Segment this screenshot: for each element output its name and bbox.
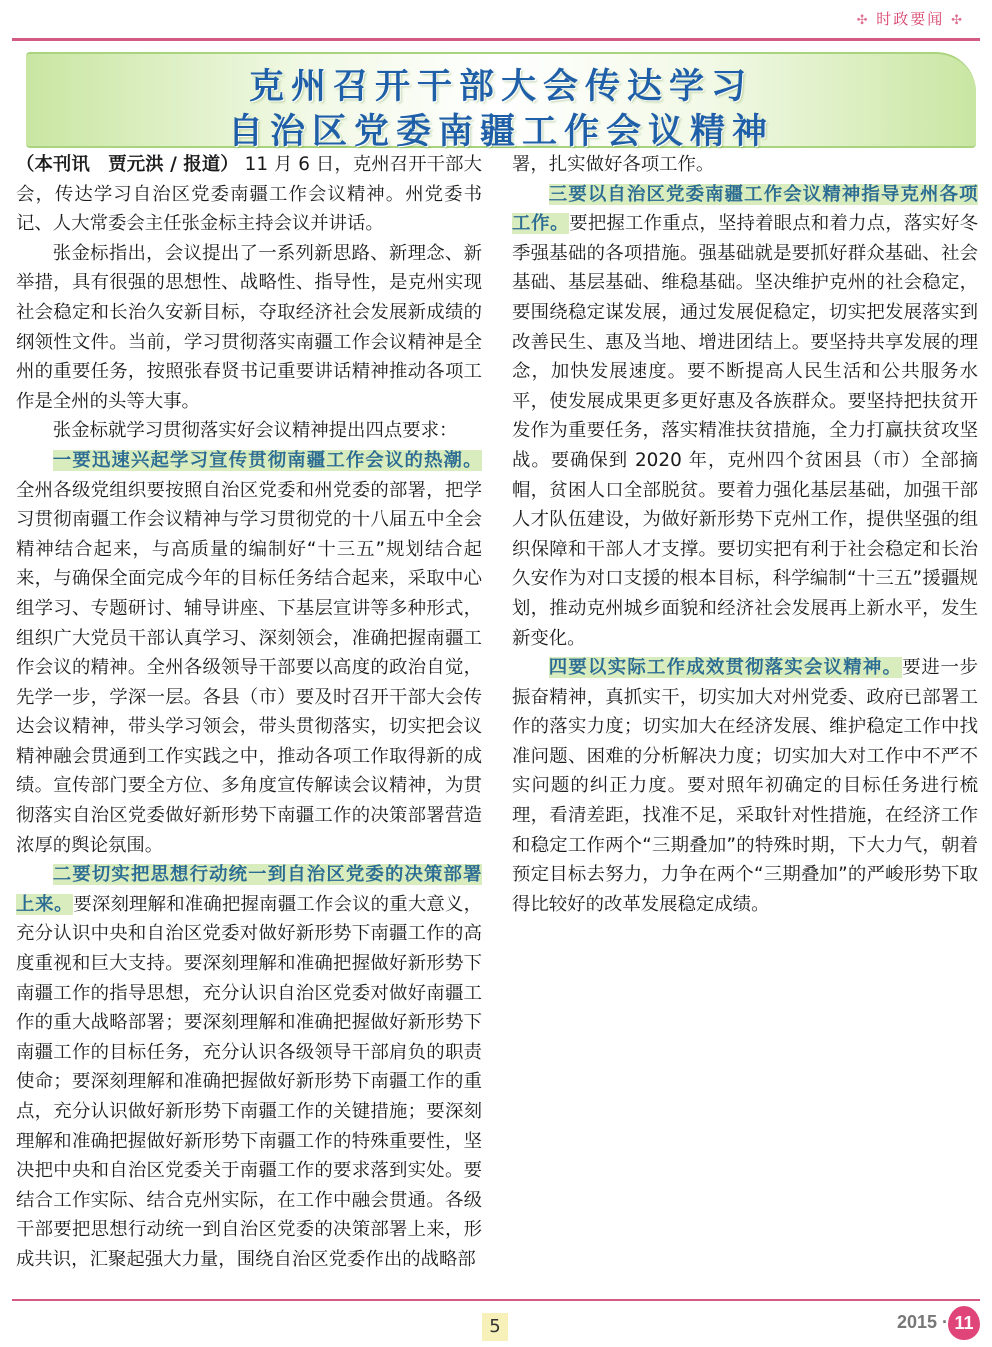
article-title-line-1: 克州召开干部大会传达学习 [248,67,753,107]
article-title-line-2: 自治区党委南疆工作会议精神 [227,112,774,152]
requirement-body: 全州各级党组织要按照自治区党委和州党委的部署，把学习贯彻南疆工作会议精神与学习贯彻党的十八届五中全会精神结合起来，与高质量的编制好“十三五”规划结合起来，与确保全面完成今年的目标任务结合起来，采取中心组学习、专题研讨、辅导讲座、下基层宣讲等多种形式，组织广大党员干部认真学习、深刻领会，准确把握南疆工作会议的精神。全州各级领导干部要以高度的政治自觉，先学一步，学深一层。各县（市）要及时召开干部大会传达会议精神，带头学习领会，带头贯彻落实，切实把会议精神融会贯通到工作实践之中，推动各项工作取得新的成绩。宣传部门要全方位、多角度宣传解读会议精神，为贯彻落实自治区党委做好新形势下南疆工作的决策部署营造浓厚的舆论氛围。 [16,479,482,856]
page-number: 5 [482,1313,508,1341]
requirement-body: 要深刻理解和准确把握南疆工作会议的重大意义，充分认识中央和自治区党委对做好新形势下南疆工作的高度重视和巨大支持。要深刻理解和准确把握做好新形势下南疆工作的指导思想，充分认识自治区党委对做好南疆工作的重大战略部署；要深刻理解和准确把握做好新形势下南疆工作的目标任务，充分认识各级领导干部肩负的职责使命；要深刻理解和准确把握做好新形势下南疆工作的重点，充分认识做好新形势下南疆工作的关键措施；要深刻理解和准确把握做好新形势下南疆工作的特殊重要性，坚决把中央和自治区党委关于南疆工作的要求落到实处。要结合工作实际、结合克州实际，在工作中融会贯通。各级干部要把思想行动统一到自治区党委的决策部署上来，形成共识，汇聚起强大力量，围绕自治区党委作出的战略部 [16,893,482,1270]
issue-year [897,1312,948,1333]
article-column-left [16,150,482,1275]
intro-paragraph [16,150,482,239]
section-label-text: 时政要闻 [876,10,945,28]
intro-text: 11 月 6 日，克州召开干部大会，传达学习自治区党委南疆工作会议精神。州党委书记、人大常委会主任张金标主持会议并讲话。 [16,154,482,235]
paragraph: 张金标指出，会议提出了一系列新思路、新理念、新举措，具有很强的思想性、战略性、指导性，是克州实现社会稳定和长治久安新目标，夺取经济社会发展新成绩的纲领性文件。当前，学习贯彻落实南疆工作会议精神是全州的重要任务，按照张春贤书记重要讲话精神推动各项工作是全州的头等大事。 [16,242,482,412]
requirement-heading: 四要以实际工作成效贯彻落实会议精神。 [548,657,903,679]
top-divider [12,38,980,41]
bottom-divider [12,1299,980,1301]
byline: （本刊讯 贾元洪 / 报道） [16,154,239,175]
requirement-heading: 三要以自治区党委南疆工作会议精神指导克州各项工作。 [512,183,978,235]
separator: · [942,1312,948,1332]
requirement-3 [512,180,978,654]
ornament-icon: ✣ [951,13,964,28]
section-label [857,8,964,29]
requirement-heading: 一要迅速兴起学习宣传贯彻南疆工作会议的热潮。 [52,449,482,471]
issue-number-badge: 11 [948,1306,980,1340]
requirement-2 [16,860,482,1274]
article-title-banner [26,52,976,152]
paragraph: 张金标就学习贯彻落实好会议精神提出四点要求： [52,420,458,442]
requirement-body: 要进一步振奋精神，真抓实干，切实加大对州党委、政府已部署工作的落实力度；切实加大在经济发展、维护稳定工作中找准问题、困难的分析解决力度；切实加大对工作中不严不实问题的纠正力度。要对照年初确定的目标任务进行梳理，看清差距，找准不足，采取针对性措施，在经济工作和稳定工作两个“三期叠加”的特殊时期，下大力气，朝着预定目标去努力，力争在两个“三期叠加”的严峻形势下取得比较好的改革发展稳定成绩。 [512,657,978,915]
ornament-icon: ✣ [856,13,870,28]
year: 2015 [896,1312,937,1332]
requirement-body: 要把握工作重点，坚持着眼点和着力点，落实好冬季强基础的各项措施。强基础就是要抓好群众基础、社会基础、基层基础、维稳基础。坚决维护克州的社会稳定，要围绕稳定谋发展，通过发展促稳定，切实把发展落实到改善民生、惠及当地、增进团结上。要坚持共享发展的理念，加快发展速度。要不断提高人民生活和公共服务水平，使发展成果更多更好惠及各族群众。要坚持把扶贫开发作为重要任务，落实精准扶贫措施，全力打赢扶贫攻坚战。要确保到 2020 年，克州四个贫困县（市）全部摘帽，贫困人口全部脱贫。要着力强化基层基础，加强干部人才队伍建设，为做好新形势下克州工作，提供坚强的组织保障和干部人才支撑。要切实把有利于社会稳定和长治久安作为对口支援的根本目标，科学编制“十三五”援疆规划，推动克州城乡面貌和经济社会发展再上新水平，发生新变化。 [512,213,978,649]
requirement-heading: 二要切实把思想行动统一到自治区党委的决策部署上来。 [16,864,482,915]
requirement-4 [512,653,978,919]
requirement-2-continued: 署，扎实做好各项工作。 [512,154,715,175]
article-column-right [512,150,978,919]
requirement-1 [16,446,482,860]
